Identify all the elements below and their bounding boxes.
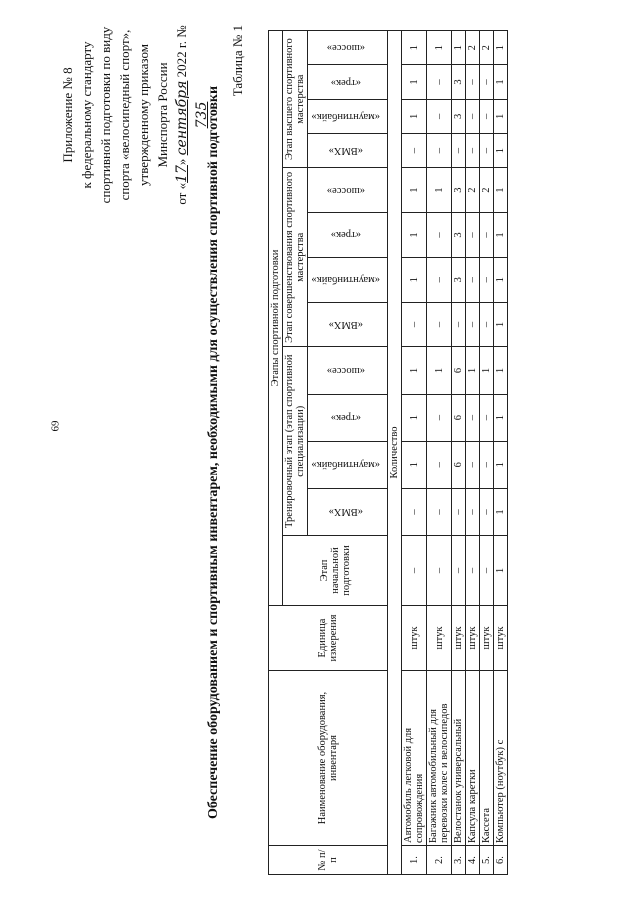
cell-improvement: 1 [494,257,508,302]
cell-name: Багажник автомобильный для перевозки колес и велосипедов [427,671,452,846]
cell-name: Капсула каретки [466,671,480,846]
cell-improvement: – [427,257,452,302]
cell-improvement: – [466,213,480,258]
cell-name: Автомобиль легковой для сопровождения [402,671,427,846]
appendix-line: Приложение № 8 [60,67,75,163]
header-discipline: «маунтинбайк» [308,257,388,302]
cell-unit: штук [494,606,508,671]
document-title: Обеспечение оборудованием и спортивным инвентарем, необходимыми для осуществления спортивной подготовки [206,85,221,820]
cell-improvement: 1 [427,168,452,213]
cell-higher: – [480,99,494,133]
cell-improvement: 3 [452,168,466,213]
cell-higher: 2 [466,31,480,65]
header-discipline: «трек» [308,65,388,99]
cell-initial: – [427,536,452,606]
appendix-line: утвержденному приказом [136,44,151,186]
header-stage-improvement: Этап совершенствования спортивного мастерства [283,168,308,347]
cell-name: Велостанок универсальный [452,671,466,846]
cell-higher: 1 [402,31,427,65]
cell-training: 1 [480,347,494,394]
header-stage-higher: Этап высшего спортивного мастерства [283,31,308,168]
cell-initial: – [402,536,427,606]
cell-num: 3. [452,846,466,875]
appendix-block [58,15,212,215]
cell-name: Кассета [480,671,494,846]
header-discipline: «ВМХ» [308,488,388,535]
cell-higher: – [452,133,466,167]
header-name: Наименование оборудования, инвентаря [269,671,388,846]
header-discipline: «ВМХ» [308,302,388,347]
cell-improvement: 1 [402,213,427,258]
cell-improvement: – [427,213,452,258]
cell-unit: штук [402,606,427,671]
appendix-line: к федеральному стандарту [79,41,94,189]
cell-training: – [466,441,480,488]
cell-higher: 3 [452,99,466,133]
header-discipline: «трек» [308,394,388,441]
handwritten-number: 735 [194,101,210,129]
header-discipline: «маунтинбайк» [308,99,388,133]
cell-unit: штук [466,606,480,671]
cell-training: – [466,488,480,535]
table-label: Таблица № 1 [230,25,245,97]
header-discipline: «шоссе» [308,31,388,65]
table-body [402,31,508,875]
cell-training: – [427,394,452,441]
header-discipline: «шоссе» [308,347,388,394]
cell-initial: – [480,536,494,606]
cell-higher: – [427,99,452,133]
cell-training: 6 [452,394,466,441]
handwritten-month: сентября [174,80,190,156]
cell-higher: – [402,133,427,167]
cell-higher: 1 [402,99,427,133]
cell-higher: 1 [494,133,508,167]
cell-higher: – [480,65,494,99]
cell-higher: 1 [494,65,508,99]
cell-training: – [452,488,466,535]
cell-higher: 1 [402,65,427,99]
cell-training: – [466,394,480,441]
cell-training: 1 [494,441,508,488]
cell-num: 5. [480,846,494,875]
header-stage-initial: Этап начальной подготовки [283,536,388,606]
table-row [402,31,427,875]
appendix-line: спортивной подготовки по виду [98,26,113,204]
table-row [466,31,480,875]
table-row [494,31,508,875]
cell-improvement: – [427,302,452,347]
cell-training: 1 [494,394,508,441]
cell-num: 4. [466,846,480,875]
cell-higher: – [427,133,452,167]
cell-higher: 1 [494,99,508,133]
cell-name: Компьютер (ноутбук) с [494,671,508,846]
cell-higher: – [466,65,480,99]
cell-improvement: – [480,257,494,302]
header-quantity: Количество [388,31,402,875]
cell-improvement: 1 [494,168,508,213]
cell-improvement: – [466,257,480,302]
cell-unit: штук [480,606,494,671]
cell-training: 1 [402,394,427,441]
cell-training: – [427,441,452,488]
header-discipline: «шоссе» [308,168,388,213]
cell-improvement: 1 [494,213,508,258]
cell-improvement: 3 [452,257,466,302]
cell-unit: штук [452,606,466,671]
appendix-line: спорта «велосипедный спорт», [117,29,132,201]
cell-improvement: 2 [480,168,494,213]
cell-higher: – [480,133,494,167]
equipment-table [268,30,508,875]
cell-improvement: – [480,213,494,258]
cell-training: – [402,488,427,535]
table-row [427,31,452,875]
header-stage-training: Тренировочный этап (этап спортивной специализации) [283,347,308,536]
cell-training: 6 [452,347,466,394]
header-num: № п/п [269,846,388,875]
cell-higher: – [427,65,452,99]
order-date: от «17» сентября 2022 г. № 735 [174,25,210,205]
cell-training: 1 [402,441,427,488]
cell-training: – [480,394,494,441]
cell-improvement: – [466,302,480,347]
cell-training: 1 [402,347,427,394]
cell-initial: – [466,536,480,606]
table-row [480,31,494,875]
cell-improvement: – [402,302,427,347]
header-unit: Единица измерения [269,606,388,671]
cell-unit: штук [427,606,452,671]
header-discipline: «ВМХ» [308,133,388,167]
header-discipline: «трек» [308,213,388,258]
cell-higher: 1 [452,31,466,65]
cell-higher: – [466,99,480,133]
cell-training: 1 [466,347,480,394]
cell-training: – [480,441,494,488]
cell-higher: 2 [480,31,494,65]
header-stages: Этапы спортивной подготовки [269,31,283,606]
cell-higher: 3 [452,65,466,99]
cell-higher: – [466,133,480,167]
cell-training: 1 [494,347,508,394]
cell-training: 1 [494,488,508,535]
cell-training: 6 [452,441,466,488]
cell-higher: 1 [494,31,508,65]
cell-improvement: 1 [402,168,427,213]
cell-improvement: – [452,302,466,347]
cell-initial: 1 [494,536,508,606]
cell-improvement: 3 [452,213,466,258]
cell-num: 1. [402,846,427,875]
handwritten-day: 17 [174,165,190,183]
page-number: 69 [49,420,62,432]
cell-improvement: 1 [494,302,508,347]
header-discipline: «маунтинбайк» [308,441,388,488]
cell-initial: – [452,536,466,606]
cell-higher: 1 [427,31,452,65]
cell-improvement: 1 [402,257,427,302]
cell-training: – [427,488,452,535]
cell-improvement: 2 [466,168,480,213]
appendix-line: Минспорта России [155,62,170,168]
cell-num: 6. [494,846,508,875]
cell-training: 1 [427,347,452,394]
cell-training: – [480,488,494,535]
cell-num: 2. [427,846,452,875]
table-row [452,31,466,875]
cell-improvement: – [480,302,494,347]
